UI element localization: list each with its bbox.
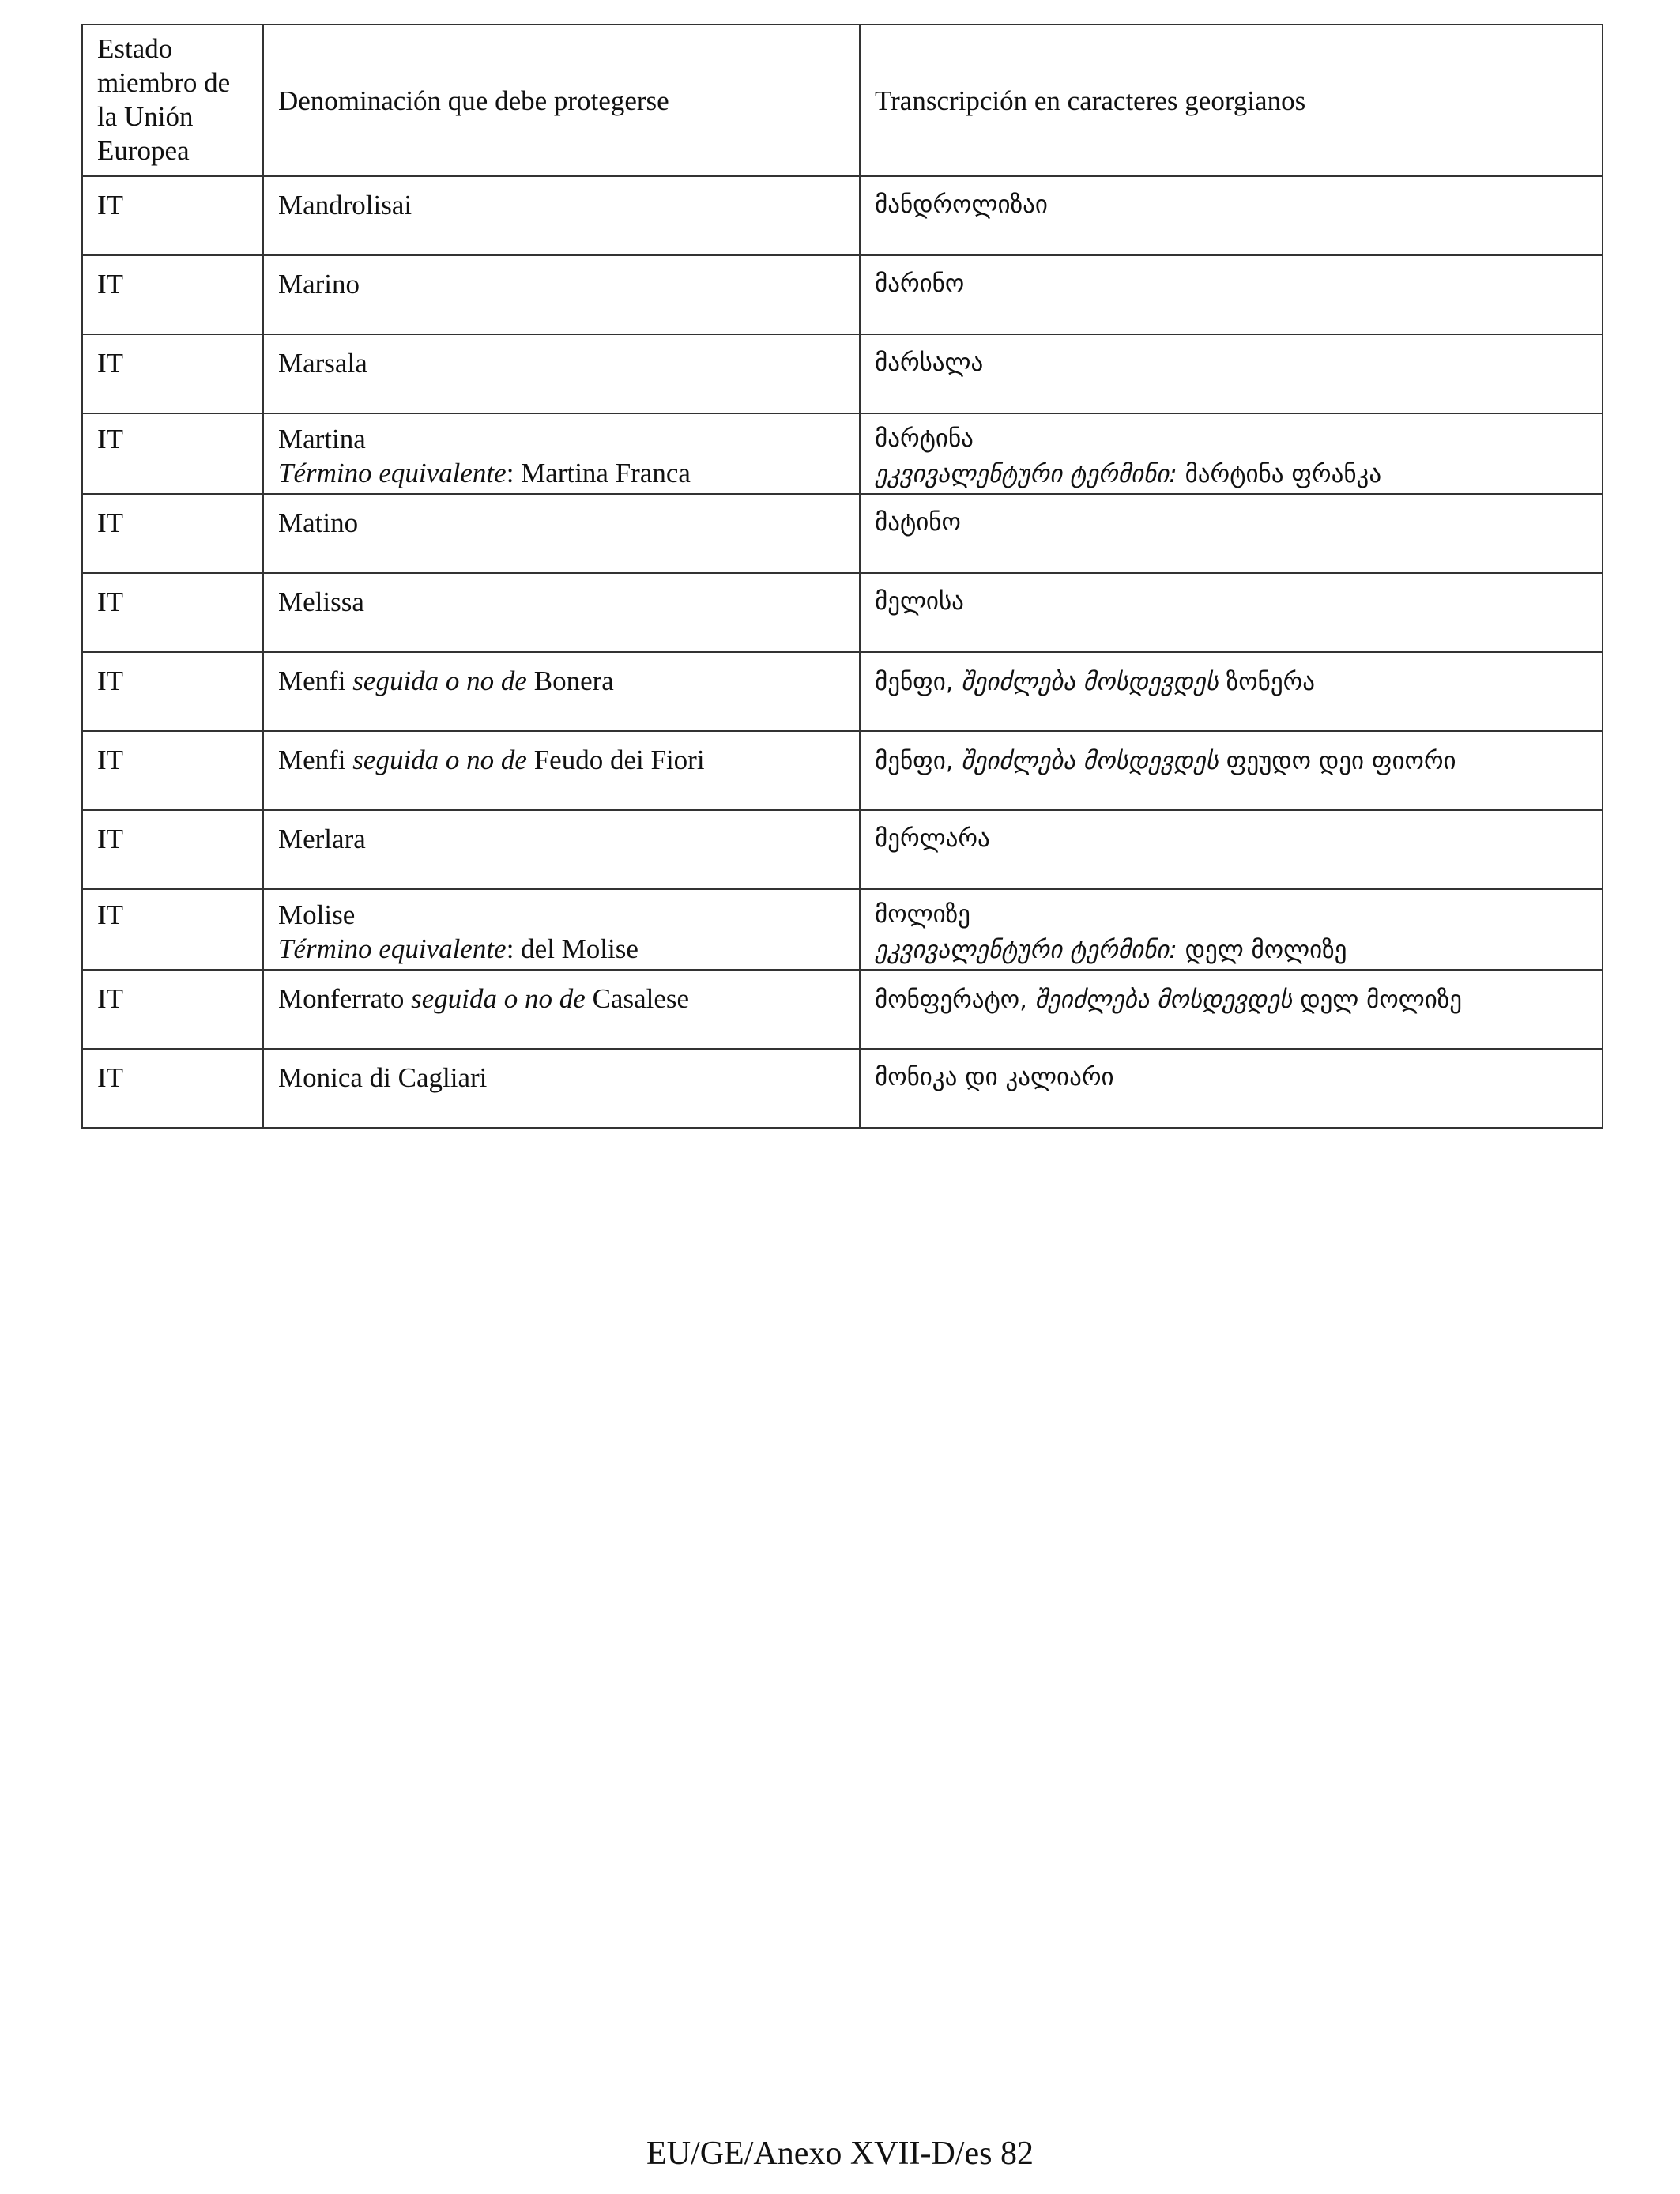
transcription-base: მენფი, (875, 747, 962, 775)
cell-name (263, 889, 860, 970)
table-row (82, 494, 1603, 573)
transcription-suffix: ზონერა (1218, 668, 1316, 696)
transcription-base: მონფერატო, (875, 986, 1035, 1014)
table-row (82, 255, 1603, 334)
name-base: Menfi (278, 665, 353, 696)
table-row (82, 810, 1603, 889)
cell-transcription: მონიკა დი კალიარი (860, 1049, 1603, 1128)
table-row (82, 334, 1603, 413)
name-primary: Molise (278, 899, 356, 930)
equivalent-transcription-label: ეკვივალენტური ტერმინი: (875, 936, 1177, 964)
table-row (82, 970, 1603, 1049)
cell-state: IT (82, 652, 263, 731)
cell-state: IT (82, 494, 263, 573)
name-qualifier: seguida o no de (352, 665, 527, 696)
cell-transcription: მერლარა (860, 810, 1603, 889)
name-primary: Martina (278, 424, 366, 454)
table-row (82, 889, 1603, 970)
name-suffix: Feudo dei Fiori (526, 745, 705, 775)
cell-name (263, 731, 860, 810)
name-base: Menfi (278, 745, 353, 775)
table-row (82, 176, 1603, 255)
transcription-qualifier: შეიძლება მოსდევდეს (961, 747, 1219, 775)
cell-transcription: მატინო (860, 494, 1603, 573)
cell-name: Marino (263, 255, 860, 334)
table-row (82, 652, 1603, 731)
cell-state: IT (82, 1049, 263, 1128)
equivalent-term-separator: : (506, 933, 514, 964)
equivalent-transcription-value: დელ მოლიზე (1177, 936, 1347, 964)
name-base: Monferrato (278, 983, 412, 1014)
table-row (82, 731, 1603, 810)
cell-transcription (860, 652, 1603, 731)
page-footer: EU/GE/Anexo XVII-D/es 82 (646, 2136, 1034, 2172)
equivalent-term-line (278, 456, 845, 490)
cell-state: IT (82, 970, 263, 1049)
cell-transcription: მელისა (860, 573, 1603, 652)
transcription-suffix: დელ მოლიზე (1292, 986, 1463, 1014)
cell-transcription: მანდროლიზაი (860, 176, 1603, 255)
gi-annex-table (81, 24, 1603, 1129)
equivalent-transcription-value: მარტინა ფრანკა (1177, 460, 1382, 488)
table-row (82, 413, 1603, 494)
cell-state: IT (82, 889, 263, 970)
transcription-suffix: ფეუდო დეი ფიორი (1218, 747, 1456, 775)
table-header-row (82, 25, 1603, 176)
cell-transcription: მარინო (860, 255, 1603, 334)
equivalent-transcription-line (875, 456, 1588, 492)
cell-name: Mandrolisai (263, 176, 860, 255)
cell-transcription (860, 970, 1603, 1049)
transcription-base: მენფი, (875, 668, 962, 696)
cell-state: IT (82, 255, 263, 334)
table-row (82, 573, 1603, 652)
equivalent-term-label: Término equivalente (278, 458, 507, 488)
transcription-qualifier: შეიძლება მოსდევდეს (961, 668, 1219, 696)
equivalent-term-line (278, 932, 845, 966)
cell-state: IT (82, 810, 263, 889)
cell-transcription (860, 731, 1603, 810)
cell-name (263, 413, 860, 494)
cell-transcription: მარსალა (860, 334, 1603, 413)
equivalent-term-value: Martina Franca (514, 458, 691, 488)
equivalent-term-separator: : (506, 458, 514, 488)
cell-name (263, 970, 860, 1049)
transcription-primary: მოლიზე (875, 900, 970, 929)
cell-name: Merlara (263, 810, 860, 889)
cell-transcription (860, 889, 1603, 970)
equivalent-transcription-label: ეკვივალენტური ტერმინი: (875, 460, 1177, 488)
transcription-primary: მარტინა (875, 424, 974, 453)
header-name: Denominación que debe protegerse (263, 25, 860, 176)
header-member-state: Estado miembro de la Unión Europea (82, 25, 263, 176)
cell-state: IT (82, 573, 263, 652)
cell-name: Monica di Cagliari (263, 1049, 860, 1128)
cell-state: IT (82, 176, 263, 255)
header-transcription: Transcripción en caracteres georgianos (860, 25, 1603, 176)
name-qualifier: seguida o no de (352, 745, 527, 775)
name-qualifier: seguida o no de (411, 983, 586, 1014)
equivalent-transcription-line (875, 932, 1588, 967)
cell-transcription (860, 413, 1603, 494)
cell-name: Melissa (263, 573, 860, 652)
name-suffix: Bonera (526, 665, 614, 696)
name-suffix: Casalese (585, 983, 690, 1014)
transcription-qualifier: შეიძლება მოსდევდეს (1034, 986, 1293, 1014)
equivalent-term-value: del Molise (514, 933, 638, 964)
cell-state: IT (82, 413, 263, 494)
equivalent-term-label: Término equivalente (278, 933, 507, 964)
cell-state: IT (82, 334, 263, 413)
cell-name: Matino (263, 494, 860, 573)
cell-name (263, 652, 860, 731)
cell-name: Marsala (263, 334, 860, 413)
table-row (82, 1049, 1603, 1128)
cell-state: IT (82, 731, 263, 810)
